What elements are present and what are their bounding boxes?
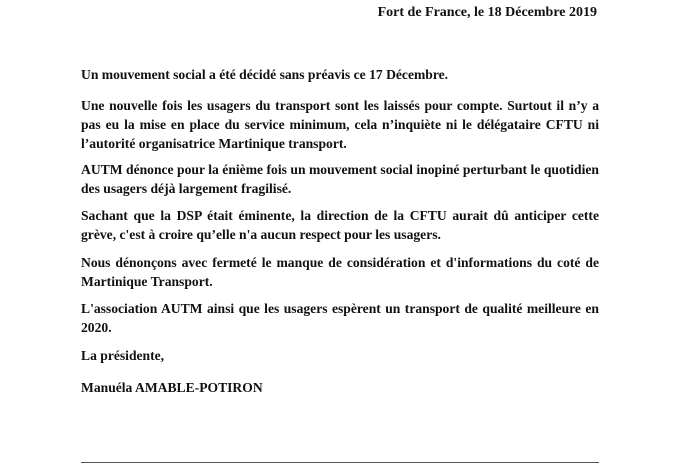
closing-line: La présidente, bbox=[81, 348, 165, 363]
date-line: Fort de France, le 18 Décembre 2019 bbox=[377, 5, 597, 20]
paragraph-autm-denounces: AUTM dénonce pour la énième fois un mouvement social inopiné perturbant le quotidien des usagers déjà largement fragilisé. bbox=[81, 162, 599, 196]
paragraph-hope-2020: L'association AUTM ainsi que les usagers espèrent un transport de qualité meilleure en 2020. bbox=[81, 301, 599, 335]
paragraph-lack-of-consideration: Nous dénonçons avec fermeté le manque de considération et d'informations du coté de Martinique Transport. bbox=[81, 255, 599, 289]
footer-divider bbox=[81, 462, 599, 463]
paragraph-dsp: Sachant que la DSP était éminente, la direction de la CFTU aurait dû anticiper cette grève, c'est à croire qu’elle n'a aucun respect pour les usagers. bbox=[81, 208, 599, 242]
signature-name: Manuéla AMABLE-POTIRON bbox=[81, 380, 263, 395]
paragraph-users-abandoned: Une nouvelle fois les usagers du transport sont les laissés pour compte. Surtout il n’y a pas eu la mise en place du service minimum, cela n’inquiète ni le délégataire CFTU ni l’autorité organisatrice Martinique transport. bbox=[81, 98, 599, 151]
paragraph-announcement: Un mouvement social a été décidé sans préavis ce 17 Décembre. bbox=[81, 67, 449, 82]
